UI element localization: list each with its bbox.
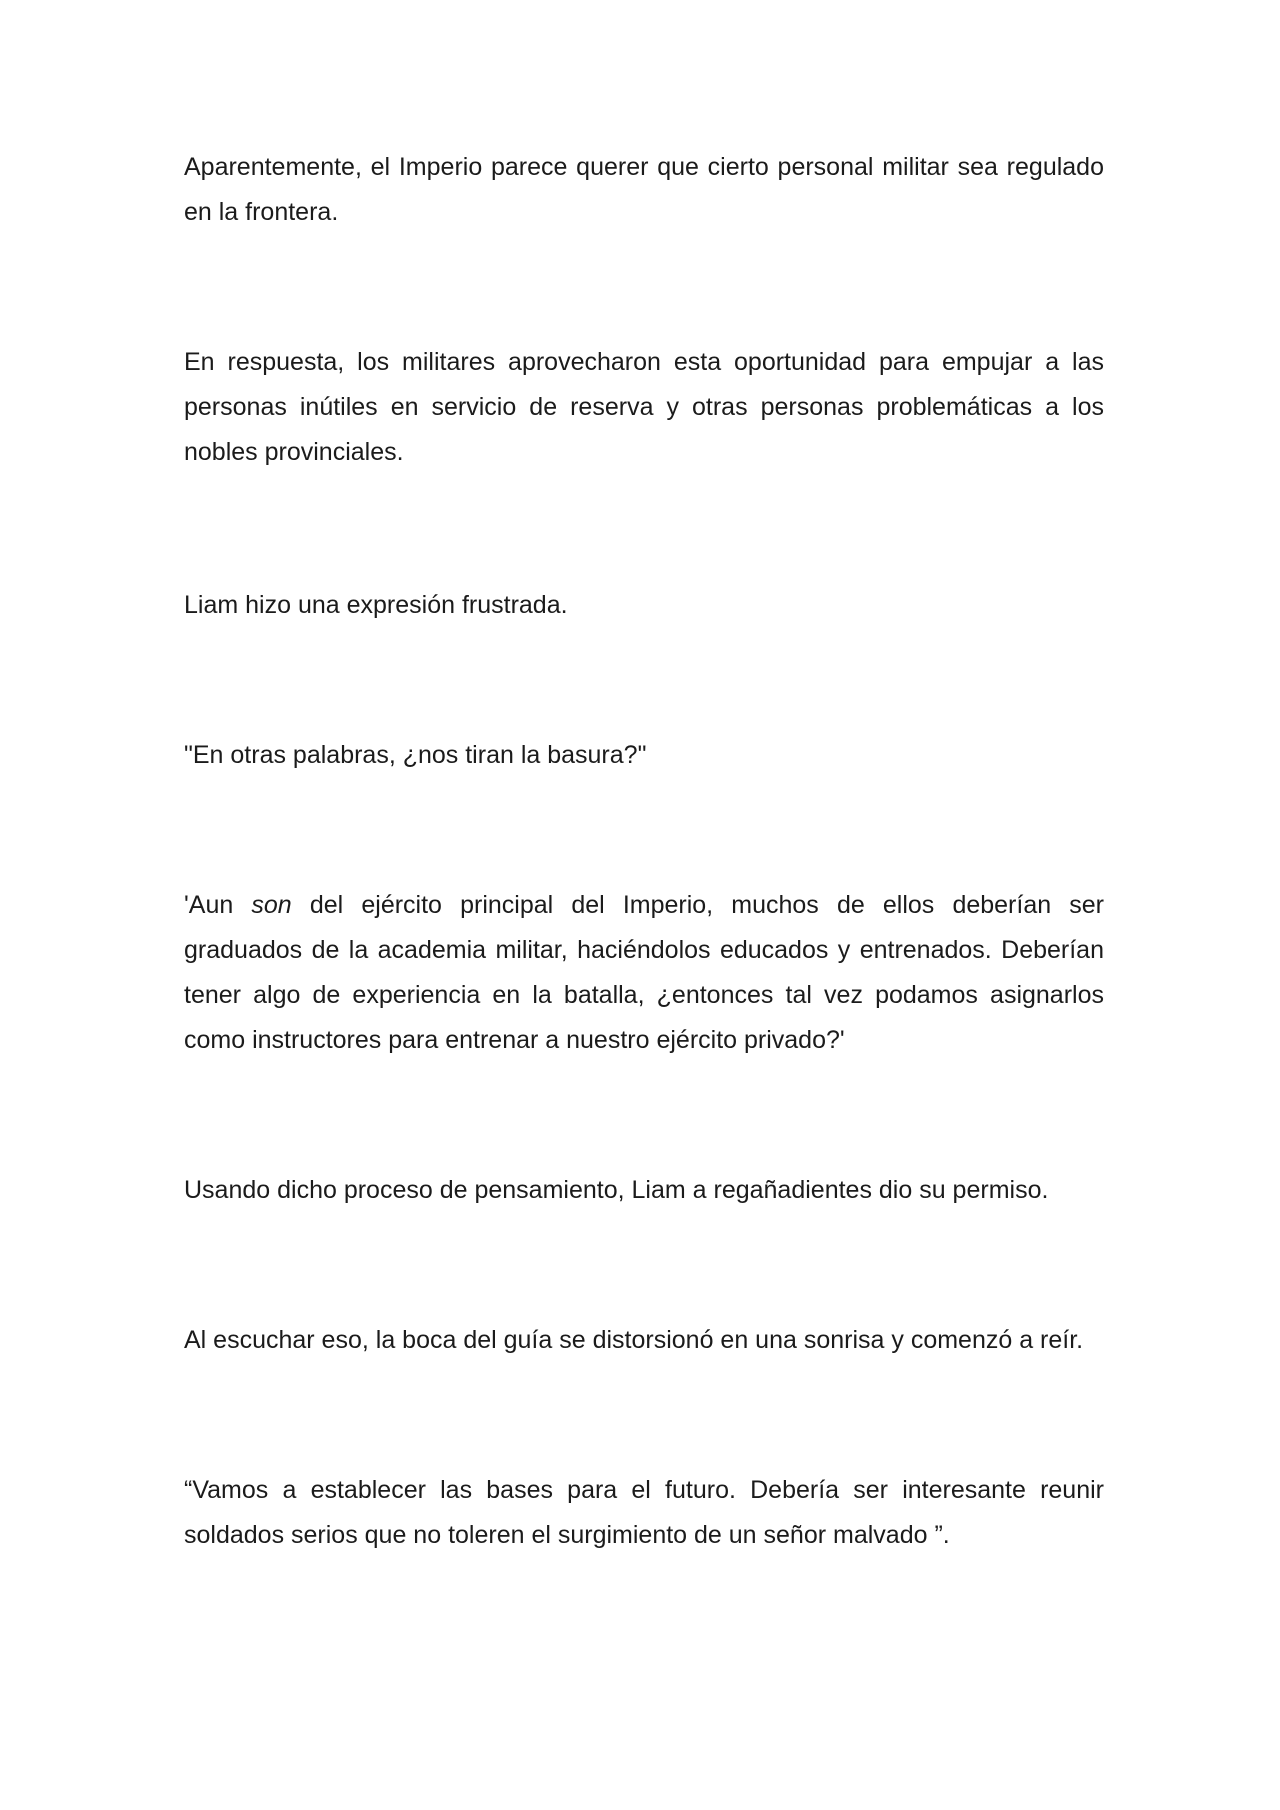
- paragraph-text-before: 'Aun: [184, 891, 252, 919]
- paragraph: [184, 883, 1104, 1063]
- paragraph: “Vamos a establecer las bases para el futuro. Debería ser interesante reunir soldados serios que no toleren el surgimiento de un señor malvado ”.: [184, 1476, 1104, 1549]
- paragraph: Aparentemente, el Imperio parece querer que cierto personal militar sea regulado en la frontera.: [184, 153, 1104, 226]
- paragraph: En respuesta, los militares aprovecharon esta oportunidad para empujar a las personas inútiles en servicio de reserva y otras personas problemáticas a los nobles provinciales.: [184, 348, 1104, 466]
- paragraph: Usando dicho proceso de pensamiento, Liam a regañadientes dio su permiso.: [184, 1176, 1049, 1204]
- paragraph-text-after: del ejército principal del Imperio, muchos de ellos deberían ser graduados de la academia militar, haciéndolos educados y entrenados. Deberían tener algo de experiencia en la batalla, ¿entonces tal vez podamos asignarlos como instructores para entrenar a nuestro ejército privado?': [184, 891, 1105, 1054]
- emphasized-word: son: [251, 891, 292, 919]
- paragraph: Liam hizo una expresión frustrada.: [184, 591, 568, 619]
- paragraph: Al escuchar eso, la boca del guía se distorsionó en una sonrisa y comenzó a reír.: [184, 1326, 1084, 1354]
- paragraph: "En otras palabras, ¿nos tiran la basura?": [184, 741, 647, 769]
